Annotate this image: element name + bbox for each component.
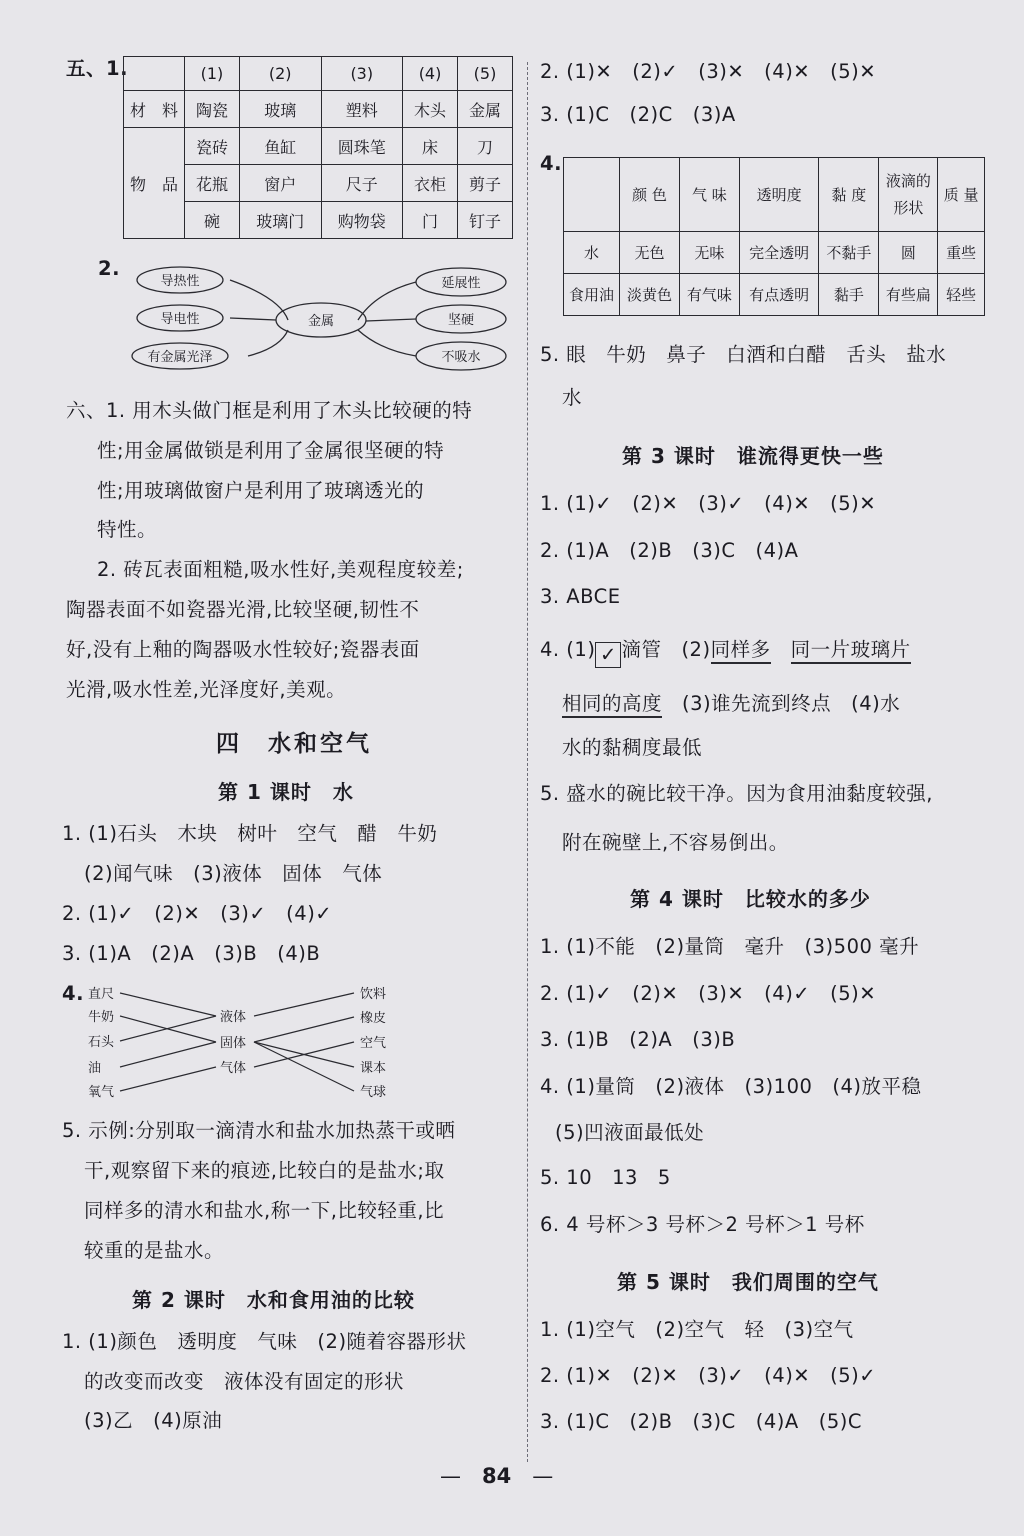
table-header-cell: 气 味 bbox=[679, 158, 739, 232]
lesson3-q5-line: 5. 盛水的碗比较干净。因为食用油黏度较强, bbox=[540, 782, 934, 805]
row-label-object: 物 品 bbox=[124, 128, 185, 239]
table-cell: 不黏手 bbox=[819, 232, 879, 274]
lesson3-q4-line3: 水的黏稠度最低 bbox=[562, 736, 703, 759]
table-cell: 床 bbox=[403, 128, 458, 165]
question5-line: 5. 示例:分别取一滴清水和盐水加热蒸干或晒 bbox=[62, 1119, 456, 1142]
section6-line: 特性。 bbox=[97, 518, 158, 541]
table-cell: 花瓶 bbox=[185, 165, 240, 202]
table-cell: 黏手 bbox=[819, 274, 879, 316]
node-non-absorbent: 不吸水 bbox=[441, 350, 481, 365]
right-question5-line: 水 bbox=[562, 386, 583, 409]
match-line bbox=[120, 993, 216, 1016]
right-question5-line: 5. 眼 牛奶 鼻子 白酒和白醋 舌头 盐水 bbox=[540, 343, 947, 366]
lesson1-line: (2)闻气味 (3)液体 固体 气体 bbox=[84, 862, 383, 885]
match-middle-item: 气体 bbox=[220, 1061, 247, 1076]
table-cell: 木头 bbox=[403, 91, 458, 128]
table-cell: 有些扁 bbox=[879, 274, 938, 316]
node-metallic-luster: 有金属光泽 bbox=[147, 350, 213, 365]
lesson3-q4-line2: 相同的高度 (3)谁先流到终点 (4)水 bbox=[562, 690, 900, 717]
column-divider bbox=[527, 62, 528, 1462]
match-line bbox=[254, 993, 354, 1016]
match-middle-item: 液体 bbox=[220, 1010, 247, 1025]
table-header-cell: (5) bbox=[458, 57, 513, 91]
right-question4-label: 4. bbox=[540, 152, 562, 175]
table-header-cell: (1) bbox=[185, 57, 240, 91]
lesson4-line: (5)凹液面最低处 bbox=[555, 1121, 705, 1144]
match-line bbox=[254, 1017, 354, 1042]
section6-line: 2. 砖瓦表面粗糙,吸水性好,美观程度较差; bbox=[97, 558, 464, 581]
question5-line: 干,观察留下来的痕迹,比较白的是盐水;取 bbox=[84, 1159, 445, 1182]
section6-line: 六、1. 用木头做门框是利用了木头比较硬的特 bbox=[66, 399, 473, 422]
table-cell: 圆 bbox=[879, 232, 938, 274]
connector-line bbox=[248, 330, 288, 356]
lesson5-line: 2. (1)✕ (2)✕ (3)✓ (4)✕ (5)✓ bbox=[540, 1364, 877, 1387]
match-right-item: 课本 bbox=[360, 1061, 387, 1076]
lesson3-title: 第 3 课时 谁流得更快一些 bbox=[622, 444, 884, 468]
table-cell: 钉子 bbox=[458, 202, 513, 239]
node-thermal-conductivity: 导热性 bbox=[160, 274, 200, 289]
table-header-cell: 透明度 bbox=[739, 158, 819, 232]
node-ductility: 延展性 bbox=[441, 276, 481, 291]
table-header-cell: 颜 色 bbox=[620, 158, 680, 232]
match-line bbox=[254, 1042, 354, 1091]
table-cell: 塑料 bbox=[321, 91, 403, 128]
table-cell: 购物袋 bbox=[321, 202, 403, 239]
table-cell: 有点透明 bbox=[739, 274, 819, 316]
table-cell: 食用油 bbox=[564, 274, 620, 316]
table-cell: 轻些 bbox=[938, 274, 985, 316]
right-top-line: 3. (1)C (2)C (3)A bbox=[540, 103, 736, 126]
section6-line: 好,没有上釉的陶器吸水性较好;瓷器表面 bbox=[66, 638, 420, 661]
match-left-item: 牛奶 bbox=[88, 1010, 115, 1025]
lesson4-line: 5. 10 13 5 bbox=[540, 1166, 671, 1189]
lesson3-line: 1. (1)✓ (2)✕ (3)✓ (4)✕ (5)✕ bbox=[540, 492, 877, 515]
row-label-material: 材 料 bbox=[124, 91, 185, 128]
table-cell: 圆珠笔 bbox=[321, 128, 403, 165]
lesson4-line: 2. (1)✓ (2)✕ (3)✕ (4)✓ (5)✕ bbox=[540, 982, 877, 1005]
match-right-item: 气球 bbox=[360, 1085, 387, 1100]
table-cell: 瓷砖 bbox=[185, 128, 240, 165]
match-line bbox=[120, 1042, 216, 1067]
table-cell: 刀 bbox=[458, 128, 513, 165]
water-oil-table bbox=[563, 157, 985, 316]
table-cell: 门 bbox=[403, 202, 458, 239]
connector-line bbox=[358, 282, 416, 320]
match-right-item: 空气 bbox=[360, 1036, 387, 1051]
checkbox-checked: ✓ bbox=[595, 642, 621, 668]
table-cell: 金属 bbox=[458, 91, 513, 128]
question4-label: 4. bbox=[62, 982, 84, 1005]
lesson3-line: 3. ABCE bbox=[540, 585, 621, 608]
match-left-item: 石头 bbox=[88, 1035, 115, 1050]
section6-line: 性;用金属做锁是利用了金属很坚硬的特 bbox=[97, 439, 445, 462]
question2-label: 2. bbox=[98, 257, 120, 280]
lesson1-line: 2. (1)✓ (2)✕ (3)✓ (4)✓ bbox=[62, 902, 333, 925]
right-top-line: 2. (1)✕ (2)✓ (3)✕ (4)✕ (5)✕ bbox=[540, 60, 877, 83]
underlined-answer: 相同的高度 bbox=[562, 692, 662, 718]
table-cell: 窗户 bbox=[239, 165, 321, 202]
match-middle-item: 固体 bbox=[220, 1036, 247, 1051]
match-left-item: 油 bbox=[88, 1061, 102, 1076]
lesson1-line: 1. (1)石头 木块 树叶 空气 醋 牛奶 bbox=[62, 822, 438, 845]
lesson5-line: 3. (1)C (2)B (3)C (4)A (5)C bbox=[540, 1410, 862, 1433]
table-cell: 水 bbox=[564, 232, 620, 274]
underlined-answer: 同一片玻璃片 bbox=[791, 638, 911, 664]
table-cell: 淡黄色 bbox=[620, 274, 680, 316]
question5-line: 较重的是盐水。 bbox=[84, 1239, 225, 1262]
section6-line: 光滑,吸水性差,光泽度好,美观。 bbox=[66, 678, 347, 701]
connector-line bbox=[230, 318, 276, 320]
match-line bbox=[120, 1067, 216, 1091]
table-header-cell: (3) bbox=[321, 57, 403, 91]
table-cell: 重些 bbox=[938, 232, 985, 274]
lesson3-q5-line: 附在碗壁上,不容易倒出。 bbox=[562, 831, 789, 854]
lesson2-title: 第 2 课时 水和食用油的比较 bbox=[132, 1288, 415, 1312]
table-cell: 衣柜 bbox=[403, 165, 458, 202]
lesson2-line: (3)乙 (4)原油 bbox=[84, 1409, 223, 1432]
table-header-cell: 液滴的形状 bbox=[879, 158, 938, 232]
lesson1-title: 第 1 课时 水 bbox=[218, 780, 354, 804]
lesson5-line: 1. (1)空气 (2)空气 轻 (3)空气 bbox=[540, 1318, 854, 1341]
table-cell: 完全透明 bbox=[739, 232, 819, 274]
lesson3-line: 2. (1)A (2)B (3)C (4)A bbox=[540, 539, 799, 562]
lesson4-line: 6. 4 号杯＞3 号杯＞2 号杯＞1 号杯 bbox=[540, 1213, 865, 1236]
node-hard: 坚硬 bbox=[447, 313, 475, 328]
match-left-item: 氧气 bbox=[88, 1085, 115, 1100]
matching-diagram bbox=[82, 980, 402, 1110]
section5-label: 五、1. bbox=[66, 57, 128, 80]
table-header-cell: (4) bbox=[403, 57, 458, 91]
lesson1-line: 3. (1)A (2)A (3)B (4)B bbox=[62, 942, 321, 965]
connector-line bbox=[358, 330, 416, 356]
lesson2-line: 1. (1)颜色 透明度 气味 (2)随着容器形状 bbox=[62, 1330, 467, 1353]
question5-line: 同样多的清水和盐水,称一下,比较轻重,比 bbox=[84, 1199, 445, 1222]
section6-line: 陶器表面不如瓷器光滑,比较坚硬,韧性不 bbox=[66, 598, 420, 621]
match-left-item: 直尺 bbox=[88, 987, 115, 1002]
match-right-item: 橡皮 bbox=[360, 1011, 387, 1026]
materials-table bbox=[123, 56, 513, 239]
table-cell: 碗 bbox=[185, 202, 240, 239]
lesson4-line: 4. (1)量筒 (2)液体 (3)100 (4)放平稳 bbox=[540, 1075, 922, 1098]
table-cell: 剪子 bbox=[458, 165, 513, 202]
metal-properties-diagram bbox=[130, 258, 510, 378]
section6-line: 性;用玻璃做窗户是利用了玻璃透光的 bbox=[97, 479, 425, 502]
table-cell: 玻璃门 bbox=[239, 202, 321, 239]
unit-title: 四 水和空气 bbox=[216, 731, 372, 757]
table-cell: 尺子 bbox=[321, 165, 403, 202]
table-cell: 鱼缸 bbox=[239, 128, 321, 165]
lesson4-line: 1. (1)不能 (2)量筒 毫升 (3)500 毫升 bbox=[540, 935, 920, 958]
underlined-answer: 同样多 bbox=[711, 638, 771, 664]
node-electrical-conductivity: 导电性 bbox=[160, 312, 200, 327]
lesson4-title: 第 4 课时 比较水的多少 bbox=[630, 887, 871, 911]
lesson4-line: 3. (1)B (2)A (3)B bbox=[540, 1028, 736, 1051]
connector-line bbox=[366, 319, 416, 321]
match-right-item: 饮料 bbox=[360, 987, 387, 1002]
page-number: 84 bbox=[482, 1464, 512, 1488]
lesson5-title: 第 5 课时 我们周围的空气 bbox=[617, 1270, 879, 1294]
table-cell: 有气味 bbox=[679, 274, 739, 316]
table-header-cell: 质 量 bbox=[938, 158, 985, 232]
page-number-footer: — 84 — bbox=[440, 1464, 554, 1488]
lesson2-line: 的改变而改变 液体没有固定的形状 bbox=[84, 1370, 405, 1393]
table-header-cell: 黏 度 bbox=[819, 158, 879, 232]
table-cell: 玻璃 bbox=[239, 91, 321, 128]
lesson3-q4-line1: 4. (1) ✓ 滴管 (2)同样多 同一片玻璃片 bbox=[540, 638, 911, 666]
table-cell: 无色 bbox=[620, 232, 680, 274]
table-cell: 陶瓷 bbox=[185, 91, 240, 128]
table-cell: 无味 bbox=[679, 232, 739, 274]
table-header-cell: (2) bbox=[239, 57, 321, 91]
node-center-metal: 金属 bbox=[307, 314, 335, 329]
